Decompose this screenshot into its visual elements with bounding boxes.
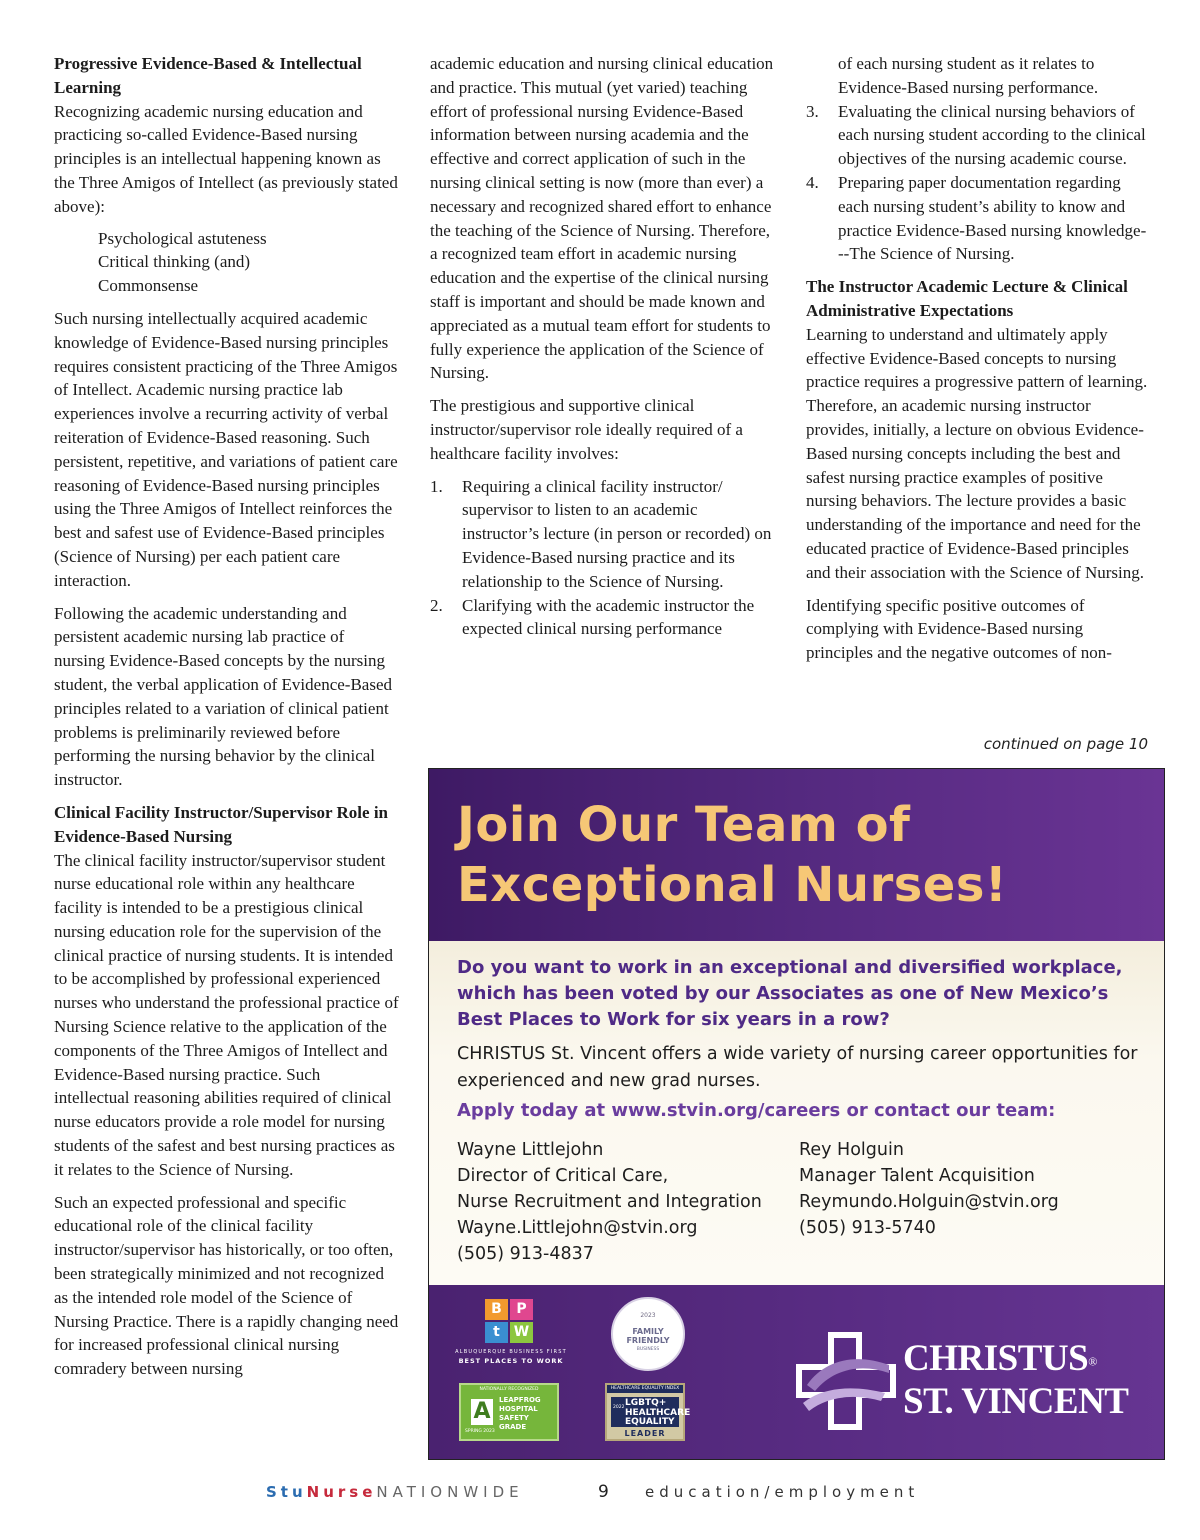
- contact-title: Manager Talent Acquisition: [799, 1166, 1035, 1186]
- paragraph: Identifying specific positive outcomes of complying with Evidence-Based nursing principles and the negative outcomes of non-: [806, 595, 1112, 663]
- ad-body-panel: [429, 941, 1164, 1285]
- family-friendly-badge: [611, 1297, 685, 1371]
- list-number: 1.: [430, 476, 443, 496]
- article-column-2: [430, 52, 775, 641]
- list-text: Preparing paper documentation regarding each nursing student’s ability to know and practice Evidence-Based nursing knowledge---The Science of Nursing.: [838, 172, 1147, 264]
- paragraph: The prestigious and supportive clinical instructor/supervisor role ideally required of a healthcare facility involves:: [430, 396, 743, 463]
- ff-sub: BUSINESS: [636, 1347, 660, 1352]
- leap-footer: SPRING 2023: [465, 1429, 495, 1434]
- lgbt-year: 2022: [613, 1405, 625, 1410]
- magazine-brand: [266, 1481, 524, 1503]
- lgbtq-equality-badge: [605, 1383, 691, 1441]
- ff-year: 2023: [640, 1312, 656, 1319]
- paragraph: Following the academic understanding and persistent academic nursing lab practice of nursing Evidence-Based concepts by the nursing student, the verbal application of Evidence-Based principles related to a variation of clinical patient problems is preliminarily reviewed before performing the nursing behavior by the clinical instructor.: [54, 603, 392, 790]
- brand-stu: Stu: [266, 1483, 307, 1501]
- list-text: Clarifying with the academic instructor the expected clinical nursing performance: [462, 595, 755, 639]
- list-item: [430, 475, 775, 594]
- list-text: Requiring a clinical facility instructor/ supervisor to listen to an academic instructor’s lecture (in person or recorded) on Evidence-Based nursing practice and its relationship to the Science of Nursing.: [462, 476, 772, 591]
- contact-card-rey: [799, 1137, 1139, 1241]
- ff-title: FAMILY FRIENDLY: [626, 1327, 670, 1345]
- ad-header-band: [429, 769, 1164, 941]
- role-list-cont: [806, 100, 1151, 267]
- contact-name: Rey Holguin: [799, 1140, 904, 1160]
- brand-nationwide: NATIONWIDE: [376, 1483, 524, 1501]
- list-continuation: of each nursing student as it relates to Evidence-Based nursing performance.: [838, 54, 1099, 97]
- leap-grade: A: [471, 1399, 493, 1425]
- list-item: [806, 100, 1151, 171]
- lgbt-header: HEALTHCARE EQUALITY INDEX: [607, 1385, 683, 1393]
- amigos-item: Critical thinking (and): [98, 252, 251, 272]
- logo-line2: ST. VINCENT: [903, 1380, 1129, 1422]
- recruitment-ad[interactable]: [428, 768, 1165, 1460]
- page-footer: [0, 1481, 1200, 1503]
- bpw-letter: W: [510, 1322, 533, 1343]
- contact-phone[interactable]: (505) 913-4837: [457, 1244, 594, 1264]
- contact-card-wayne: [457, 1137, 787, 1267]
- list-text: Evaluating the clinical nursing behaviors of each nursing student according to the clinical objectives of the nursing academic course.: [838, 101, 1146, 169]
- christus-logo-text: [903, 1339, 1163, 1422]
- contact-email[interactable]: Wayne.Littlejohn@stvin.org: [457, 1218, 698, 1238]
- page-number: 9: [598, 1482, 609, 1502]
- ad-question: Do you want to work in an exceptional and diversified workplace, which has been voted by our Associates as one of New Mexico’s Best Places to Work for six years in a row?: [457, 957, 1123, 1030]
- leapfrog-badge: [459, 1383, 559, 1441]
- list-item: [430, 594, 775, 642]
- list-number: 3.: [806, 101, 819, 121]
- ad-description: CHRISTUS St. Vincent offers a wide variety of nursing career opportunities for experienced and new grad nurses.: [457, 1044, 1138, 1091]
- leap-header: NATIONALLY RECOGNIZED: [479, 1387, 539, 1392]
- logo-registered: ®: [1088, 1354, 1097, 1369]
- amigos-item: Psychological astuteness: [98, 228, 267, 248]
- bpw-letter: B: [485, 1299, 508, 1320]
- brand-nurse: Nurse: [306, 1483, 377, 1501]
- article-column-1: [54, 52, 399, 1390]
- list-number: 2.: [430, 595, 443, 615]
- section-name: education/employment: [645, 1483, 920, 1501]
- list-number: 4.: [806, 172, 819, 192]
- bpw-letter: t: [485, 1322, 508, 1343]
- paragraph: Such an expected professional and specific educational role of the clinical facility instructor/supervisor has historically, or too often, been strategically minimized and not recognized as the intended role model of the Science of Nursing Practice. There is a rapidly changing need for increased professional clinical nursing comradery between nursing: [54, 1192, 399, 1379]
- bpw-letter: P: [510, 1299, 533, 1320]
- article-column-3: [806, 52, 1151, 674]
- section-heading: Progressive Evidence-Based & Intellectual Learning: [54, 54, 362, 97]
- continued-note: continued on page 10: [983, 735, 1148, 753]
- section-heading: The Instructor Academic Lecture & Clinical Administrative Expectations: [806, 277, 1128, 320]
- amigos-item: Commonsense: [98, 276, 199, 296]
- leap-text: LEAPFROG HOSPITAL SAFETY GRADE: [499, 1396, 541, 1431]
- lgbt-footer: LEADER: [624, 1429, 666, 1438]
- lgbt-panel: [611, 1397, 691, 1427]
- paragraph: The clinical facility instructor/supervisor student nurse educational role within any healthcare facility is intended to be a prestigious clinical nursing education role for the supervision of the clinical practice of nursing students. It is intended to be accomplished by professional experienced nurses who understand the professional practice of Nursing Science relative to the application of the components of the Three Amigos of Intellect and Evidence-Based nursing practice. Such intellectual reasoning abilities required of clinical nurse educators provide a role model for nursing students of the safest and best nursing practices as it relates to the Science of Nursing.: [54, 850, 399, 1179]
- contact-email[interactable]: Reymundo.Holguin@stvin.org: [799, 1192, 1059, 1212]
- ad-footer-band: [429, 1285, 1164, 1460]
- ad-apply-link[interactable]: Apply today at www.stvin.org/careers or contact our team:: [457, 1100, 1056, 1121]
- bpw-caption: ALBUQUERQUE BUSINESS FIRST: [455, 1349, 567, 1355]
- paragraph: Such nursing intellectually acquired academic knowledge of Evidence-Based nursing principles requires consistent practicing of the Three Amigos of Intellect. Academic nursing practice lab experiences involve a recurring activity of verbal reiteration of Evidence-Based reasoning. Such persistent, repetitive, and variations of patient care reasoning of Evidence-Based nursing principles using the Three Amigos of Intellect reinforces the best and safest use of Evidence-Based principles (Science of Nursing) per each patient care interaction.: [54, 308, 398, 590]
- contact-title: Nurse Recruitment and Integration: [457, 1192, 762, 1212]
- logo-line1: CHRISTUS: [903, 1338, 1089, 1379]
- contact-title: Director of Critical Care,: [457, 1166, 669, 1186]
- amigos-list: [54, 227, 399, 298]
- paragraph: Learning to understand and ultimately apply effective Evidence-Based concepts to nursing practice requires a progressive pattern of learning. Therefore, an academic nursing instructor provides, initially, a lecture on obvious Evidence-Based nursing concepts including the best and safest nursing practice examples of positive nursing behaviors. The lecture provides a basic understanding of the importance and need for the educated practice of Evidence-Based principles and their association with the Science of Nursing.: [806, 324, 1148, 582]
- section-heading: Clinical Facility Instructor/Supervisor Role in Evidence-Based Nursing: [54, 802, 389, 846]
- paragraph: academic education and nursing clinical education and practice. This mutual (yet varied) teaching effort of professional nursing Evidence-Based information between nursing academia and the effective and correct application of such in the nursing clinical setting is now (more than ever) a necessary and recognized shared effort to enhance the teaching of the Science of Nursing. Therefore, a recognized team effort in academic nursing education and the expertise of the clinical nursing staff is important and should be made known and appreciated as a mutual team effort for students to fully experience the application of the Science of Nursing.: [430, 54, 774, 383]
- contact-name: Wayne Littlejohn: [457, 1140, 604, 1160]
- contact-phone[interactable]: (505) 913-5740: [799, 1218, 936, 1238]
- role-list: [430, 475, 775, 642]
- list-item: [806, 171, 1151, 266]
- ad-headline: Join Our Team of Exceptional Nurses!: [457, 797, 1008, 913]
- bpw-caption: BEST PLACES TO WORK: [458, 1357, 564, 1365]
- bpw-logo-icon: [485, 1299, 535, 1345]
- christus-cross-icon: [795, 1329, 899, 1433]
- lgbt-text: LGBTQ+ HEALTHCARE EQUALITY: [625, 1398, 691, 1427]
- paragraph: Recognizing academic nursing education and practicing so-called Evidence-Based nursing principles is an intellectual happening known as the Three Amigos of Intellect (as previously stated above):: [54, 101, 398, 216]
